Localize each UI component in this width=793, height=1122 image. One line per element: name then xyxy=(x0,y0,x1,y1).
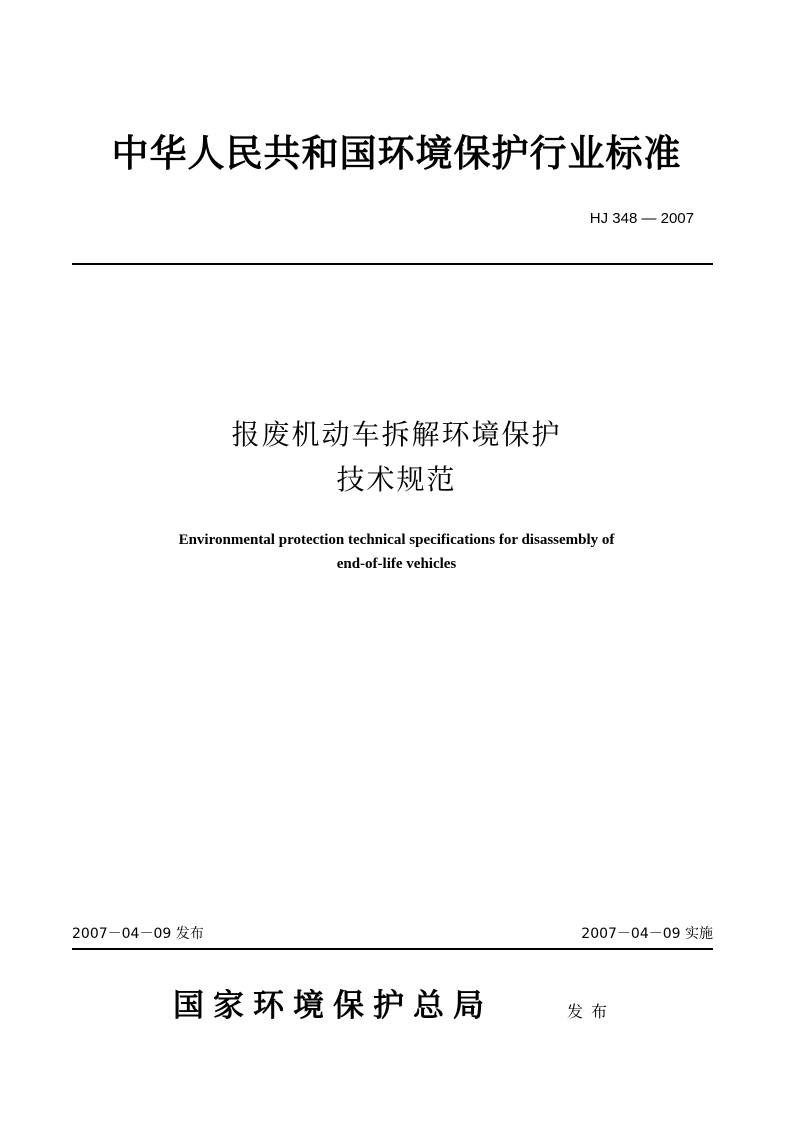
document-title-cn-line2: 技术规范 xyxy=(336,463,457,496)
publish-label: 发布 xyxy=(567,1002,616,1021)
bottom-divider xyxy=(72,948,713,950)
document-title-en-line1: Environmental protection technical specifications for disassembly of xyxy=(178,532,615,548)
standard-code: HJ 348 — 2007 xyxy=(589,210,694,227)
publisher-name: 国家环境保护总局 xyxy=(173,988,493,1024)
document-title-en-line2: end-of-life vehicles xyxy=(336,556,457,572)
standard-category-title: 中华人民共和国环境保护行业标准 xyxy=(111,131,682,175)
document-title-cn-line1: 报废机动车拆解环境保护 xyxy=(231,418,562,451)
implementation-date: 2007－04－09 实施 xyxy=(581,926,713,942)
top-divider xyxy=(72,263,713,265)
release-date: 2007－04－09 发布 xyxy=(72,926,204,942)
